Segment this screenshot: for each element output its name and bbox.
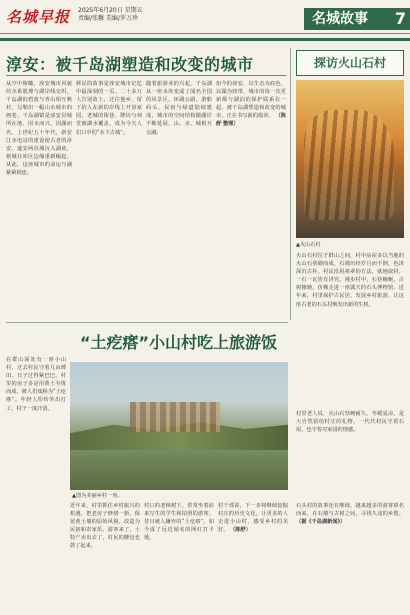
article2-col4	[218, 502, 288, 610]
article2-photo-caption: ▲图为美丽乡村一角。	[72, 493, 123, 499]
masthead-info	[78, 7, 143, 23]
article2-col2: 近年来，村里抓住乡村振兴的机遇，把老房子修缮一新，保留黄土墙的原始风貌，改造为民宿和农家乐。游客来了，土特产卖出去了，村民的腰包也鼓了起来。	[70, 503, 140, 550]
article1-col2: 移民的故事是淳安城市记忆中最深刻的一页。二十多万人告别故土，迁往他乡，留下的人在新的岸线上开垦家园。老城的街巷、牌坊与祠堂被湖水覆盖，成为今天人们口中的“水下古城”。	[76, 81, 142, 136]
section-tab	[304, 8, 410, 30]
sidebar-body-3-text: 石头村的故事还在继续，越来越多的游客慕名而来，在石墙与古树之间，寻找久违的乡愁。	[296, 503, 404, 518]
editor-credits: 责编/张馨 美编/罗万珍	[78, 15, 138, 22]
article1-rule	[6, 75, 286, 76]
article2-byline: （陈舒）	[230, 527, 251, 534]
masthead	[0, 0, 410, 34]
sidebar-body: 火山石村位于群山之间，村中房屋多以当地的火山石垒砌而成，石墙历经岁月而不倒，色泽深沉古朴。村民沿用祖辈的方法，就地取材，一石一瓦皆有讲究。漫步村中，石巷蜿蜒，古树掩映，仿佛走进一座露天的石头博物馆。近年来，村里保护古民居，发展乡村旅游，让这座古老的石头村焕发出新的生机。	[296, 253, 404, 308]
sidebar-body-3	[296, 502, 404, 598]
article1-col4-text: 如今的淳安，以生态为底色，以湖为纽带，城市的每一次更新都与湖泊的保护联系在一起。被千岛湖塑造和改变的城市，正在书写新的篇章。	[216, 81, 286, 120]
page-number: 7	[394, 9, 406, 28]
article1-col4	[216, 80, 286, 320]
village-scenery-photo	[70, 362, 288, 490]
newspaper-logo: 名城早报	[6, 8, 71, 26]
sidebar-body-2: 村里老人说，火山石坚硬耐久，冬暖夏凉，是大自然留给村庄的礼物。一代代村民守着石屋，也守着对家园的情感。	[296, 411, 404, 434]
article1-headline: 淳安：被千岛湖塑造和改变的城市	[6, 55, 254, 74]
column-separator	[290, 48, 291, 320]
article2-headline: “土疙瘩”小山村吃上旅游饭	[80, 333, 278, 352]
sidebar-title: 探访火山石村	[296, 50, 404, 76]
volcanic-stone-village-photo	[296, 80, 404, 238]
sidebar-byline: （据《千岛湖新闻》）	[296, 519, 346, 526]
issue-date: 2025年6月20日 星期五	[78, 7, 143, 14]
article2-col4-text: 村干部说，下一步将继续挖掘村庄的历史文化，让更多的人走进小山村，感受乡村的美好。	[218, 503, 288, 534]
article1-byline: （陈舒 整理）	[216, 113, 286, 128]
article1-col1: 从空中俯瞰，淳安城市风貌的水系肌理与湖岸线交织，千岛湖的碧波与青山相互映衬，勾勒出一幅山水城市的画卷。千岛湖镇是淳安县城所在地，因水而兴，因湖而名。上世纪五十年代，新安江水电站的建设使古老的淳安、遂安两县城沉入湖底，新城在库区边缘重新崛起。从此，这座城市的命运与湖紧紧相连。	[6, 81, 72, 177]
article-separator	[6, 322, 288, 323]
header-divider	[0, 38, 410, 41]
sidebar-photo-caption: ▲火山石村	[296, 242, 321, 248]
section-name: 名城故事	[312, 11, 368, 27]
article1-col3: 随着旅游业的兴起，千岛湖从一座水库变成了闻名全国的风景区。环湖公路、游船码头、民宿与绿道陆续建成，城市的空间结构随湖岸不断延展，山、水、城相互交融。	[146, 81, 212, 136]
article2-col1: 在群山深处有一座小山村，过去村民守着几亩薄田，日子过得紧巴巴。村里的房子多是用黄土夯筑而成，被人们戏称为“土疙瘩”。年轻人纷纷外出打工，村子一度冷清。	[6, 357, 66, 412]
article2-col3: 村口的老樟树下，常常坐着前来写生的学生和拍照的游客。昔日被人嫌弃的“土疙瘩”，如今成了远近闻名的网红打卡地。	[144, 503, 214, 542]
